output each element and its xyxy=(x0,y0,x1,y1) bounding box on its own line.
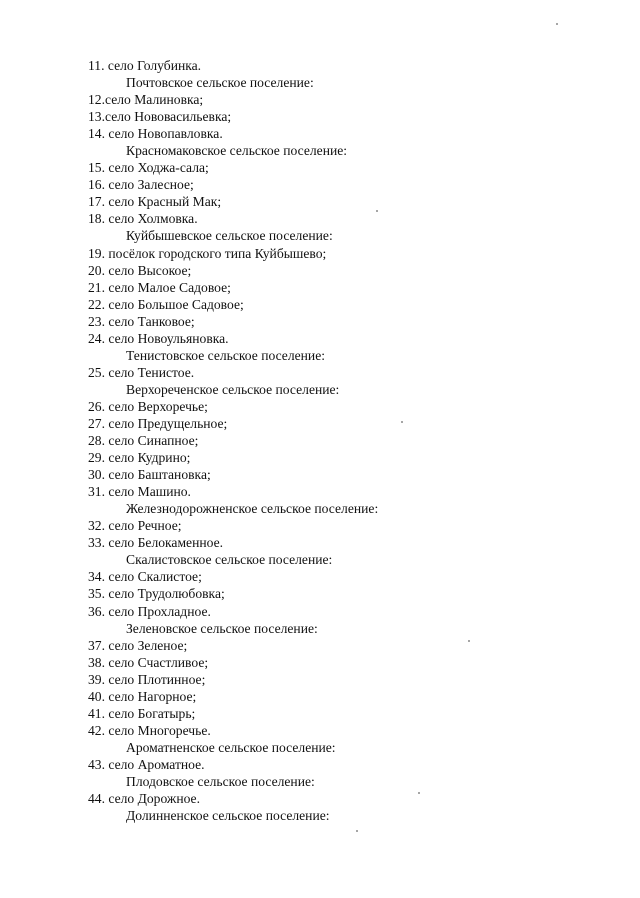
list-item: 22. село Большое Садовое; xyxy=(88,296,244,312)
list-item: 16. село Залесное; xyxy=(88,177,194,193)
section-heading: Красномаковское сельское поселение: xyxy=(126,143,348,159)
list-item: 26. село Верхоречье; xyxy=(88,398,208,414)
section-heading: Скалистовское сельское поселение: xyxy=(126,552,333,568)
section-heading: Долинненское сельское поселение: xyxy=(126,808,330,824)
list-item: 25. село Тенистое. xyxy=(88,364,195,380)
list-item: 14. село Новопавловка. xyxy=(88,126,223,142)
list-item: 12.село Малиновка; xyxy=(88,92,204,108)
settlement-list xyxy=(88,57,608,824)
list-item: 23. село Танковое; xyxy=(88,313,195,329)
list-item: 27. село Предущельное; xyxy=(88,415,228,431)
section-heading: Верхореченское сельское поселение: xyxy=(126,381,340,397)
scan-speck xyxy=(418,792,420,794)
section-heading: Ароматненское сельское поселение: xyxy=(126,739,336,755)
list-item: 31. село Машино. xyxy=(88,484,191,500)
list-item: 30. село Баштановка; xyxy=(88,467,211,483)
section-heading: Железнодорожненское сельское поселение: xyxy=(126,501,379,517)
scan-speck xyxy=(401,421,403,423)
section-heading: Тенистовское сельское поселение: xyxy=(126,347,326,363)
list-item: 38. село Счастливое; xyxy=(88,654,209,670)
list-item: 40. село Нагорное; xyxy=(88,688,197,704)
scan-speck xyxy=(376,210,378,212)
scan-speck xyxy=(556,23,558,25)
list-item: 42. село Многоречье. xyxy=(88,722,211,738)
list-item: 11. село Голубинка. xyxy=(88,58,202,73)
list-item: 41. село Богатырь; xyxy=(88,705,196,721)
list-item: 43. село Ароматное. xyxy=(88,756,205,772)
scan-speck xyxy=(356,830,358,832)
section-heading: Почтовское сельское поселение: xyxy=(126,75,314,91)
list-item: 17. село Красный Мак; xyxy=(88,194,222,210)
list-item: 34. село Скалистое; xyxy=(88,569,202,585)
list-item: 35. село Трудолюбовка; xyxy=(88,586,225,602)
list-item: 21. село Малое Садовое; xyxy=(88,279,231,295)
section-heading: Плодовское сельское поселение: xyxy=(126,773,315,789)
list-item: 13.село Нововасильевка; xyxy=(88,109,232,125)
list-item: 20. село Высокое; xyxy=(88,262,192,278)
list-item: 37. село Зеленое; xyxy=(88,637,188,653)
list-item: 33. село Белокаменное. xyxy=(88,535,224,551)
list-item: 36. село Прохладное. xyxy=(88,603,211,619)
list-item: 28. село Синапное; xyxy=(88,433,199,449)
section-heading: Зеленовское сельское поселение: xyxy=(126,620,318,636)
list-item: 19. посёлок городского типа Куйбышево; xyxy=(88,245,327,261)
list-item: 32. село Речное; xyxy=(88,518,182,534)
list-item: 39. село Плотинное; xyxy=(88,671,206,687)
scan-speck xyxy=(468,640,470,642)
list-item: 24. село Новоульяновка. xyxy=(88,330,229,346)
list-item: 15. село Ходжа-сала; xyxy=(88,160,209,176)
section-heading: Куйбышевское сельское поселение: xyxy=(126,228,333,244)
list-item: 18. село Холмовка. xyxy=(88,211,198,227)
list-item: 29. село Кудрино; xyxy=(88,450,191,466)
list-item: 44. село Дорожное. xyxy=(88,791,200,807)
